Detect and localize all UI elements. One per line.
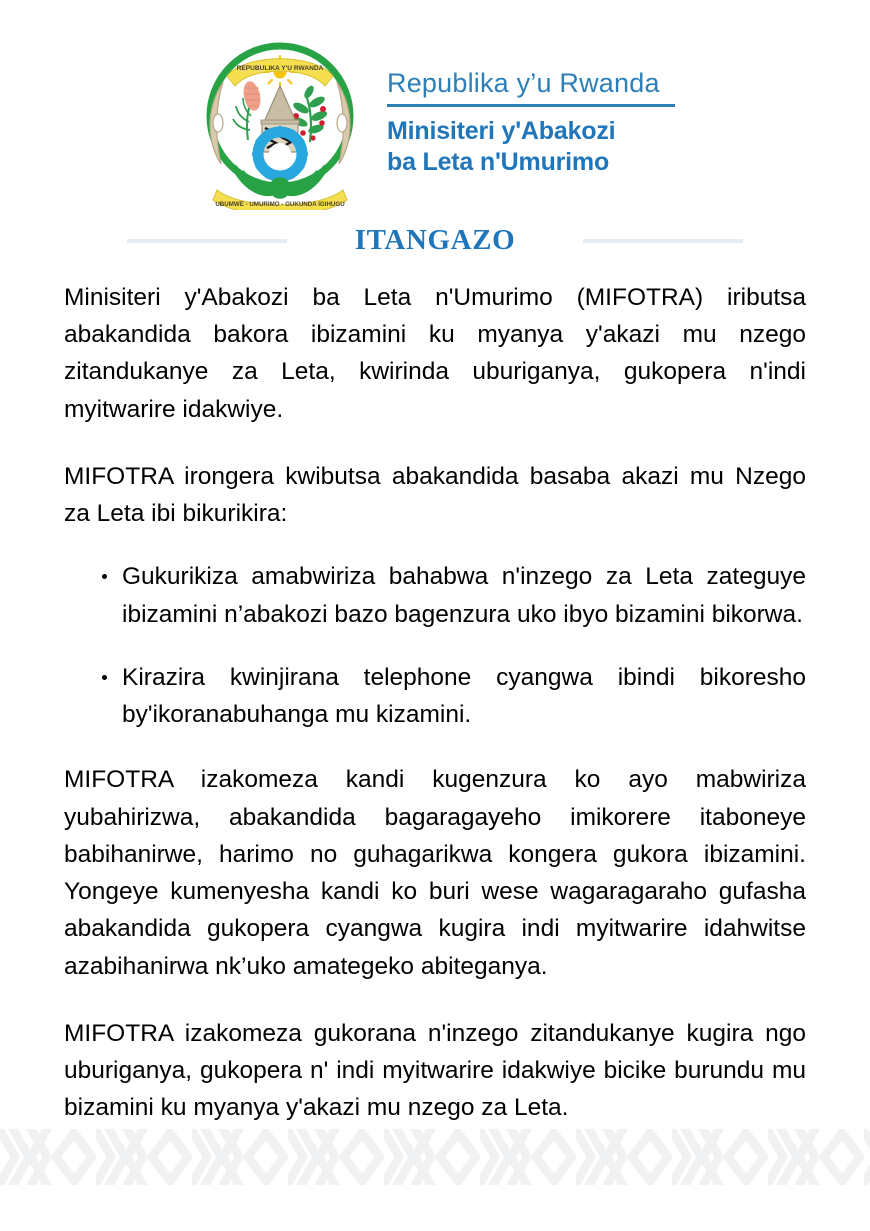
title-rule-right xyxy=(583,239,743,243)
list-item: Gukurikiza amabwiriza bahabwa n'inzego za Leta zateguye ibizamini n’abakozi bazo bagenzura uko ibyo bizamini bikorwa. xyxy=(100,558,806,632)
list-item: Kirazira kwinjirana telephone cyangwa ibindi bikoresho by'ikoranabuhanga mu kizamini. xyxy=(100,659,806,733)
header-divider-rule xyxy=(387,104,675,107)
country-name: Republika y’u Rwanda xyxy=(387,67,660,98)
page-title: ITANGAZO xyxy=(354,224,516,256)
header-text-block xyxy=(387,63,675,178)
requirements-list xyxy=(64,558,806,733)
title-rule-left xyxy=(127,239,287,243)
paragraph-2: MIFOTRA irongera kwibutsa abakandida basaba akazi mu Nzego za Leta ibi bikurikira: xyxy=(64,462,806,528)
svg-text:UBUMWE - UMURIMO - GUKUNDA IGI: UBUMWE - UMURIMO - GUKUNDA IGIHUGU xyxy=(215,201,345,208)
ministry-name xyxy=(387,116,675,177)
document-body xyxy=(64,257,806,1126)
paragraph-4: MIFOTRA izakomeza gukorana n'inzego zitandukanye kugira ngo uburiganya, gukopera n' indi myitwarire idakwiye bicike burundu mu bizamini ku myanya y'akazi mu nzego za Leta. xyxy=(64,1019,806,1122)
ministry-name-line-1: Minisiteri y'Abakozi xyxy=(387,117,616,146)
svg-text:REPUBULIKA Y'U RWANDA: REPUBULIKA Y'U RWANDA xyxy=(236,65,324,72)
ministry-name-line-2: ba Leta n'Umurimo xyxy=(387,147,610,176)
rwanda-coat-of-arms-icon xyxy=(195,30,365,210)
document-header xyxy=(0,0,870,210)
footer-decorative-band xyxy=(0,1129,870,1185)
paragraph-1: Minisiteri y'Abakozi ba Leta n'Umurimo (MIFOTRA) iributsa abakandida bakora ibizamini ku myanya y'akazi mu nzego zitandukanye za Leta, kwirinda uburiganya, gukopera n'indi myitwarire idakwiye. xyxy=(64,284,806,423)
title-row xyxy=(0,224,870,257)
paragraph-3: MIFOTRA izakomeza kandi kugenzura ko ayo mabwiriza yubahirizwa, abakandida bagaragayeho imikorere itaboneye babihanirwe, harimo no guhagarikwa kongera gukora ibizamini. Yongeye kumenyesha kandi ko buri wese wagaragaraho gufasha abakandida gukopera cyangwa kugira indi myitwarire idahwitse azabihanirwa nk’uko amategeko abiteganya. xyxy=(64,766,806,980)
imigongo-pattern-icon xyxy=(0,1129,870,1185)
